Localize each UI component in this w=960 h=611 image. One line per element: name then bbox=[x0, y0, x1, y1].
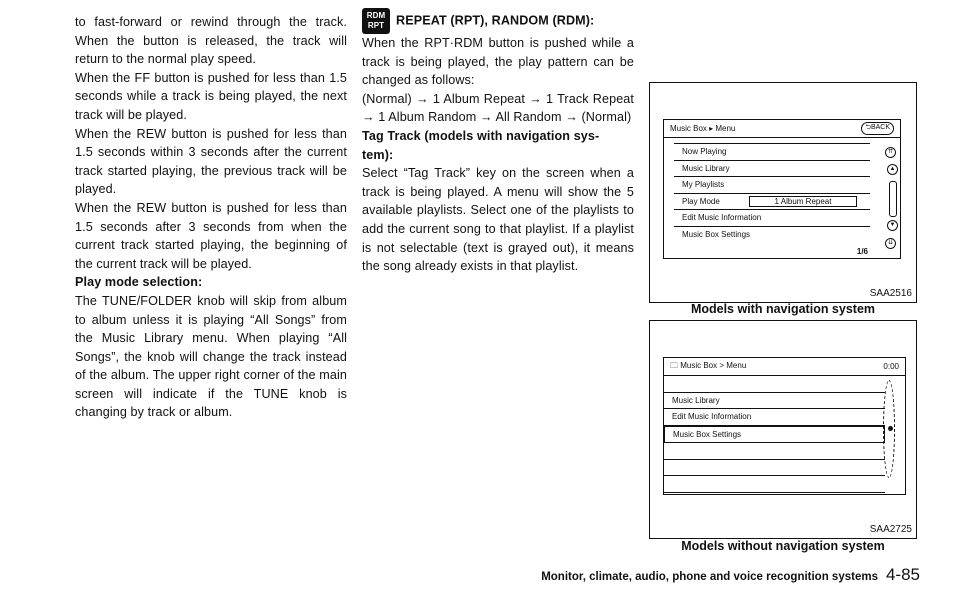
paragraph: When the REW button is pushed for less than 1.5 seconds within 3 seconds after the current track started playing, the previous track will be played. bbox=[75, 126, 347, 197]
menu-item[interactable]: Play Mode 1 Album Repeat bbox=[674, 194, 870, 211]
menu-item[interactable] bbox=[664, 376, 885, 393]
menu-item[interactable]: Now Playing bbox=[674, 144, 870, 161]
time-display: 0:00 bbox=[883, 362, 899, 371]
menu-item[interactable] bbox=[664, 443, 885, 460]
screen-title: 🗀 Music Box > Menu bbox=[670, 360, 747, 370]
menu-item[interactable]: Edit Music Information bbox=[674, 210, 870, 227]
figure-no-nav bbox=[649, 320, 917, 539]
figure-code: SAA2516 bbox=[869, 288, 912, 299]
page-number: 4-85 bbox=[885, 565, 920, 584]
menu-item[interactable]: Edit Music Information bbox=[664, 409, 885, 426]
paragraph: (Normal) → 1 Album Repeat → 1 Track Repeat → 1 Album Random → All Random → (Normal) bbox=[362, 91, 634, 125]
scrollbar[interactable] bbox=[889, 181, 897, 217]
heading: RDM RPT REPEAT (RPT), RANDOM (RDM): bbox=[362, 8, 634, 34]
heading: Play mode selection: bbox=[75, 275, 203, 290]
scroll-down-icon[interactable]: ▼ bbox=[887, 220, 898, 231]
page-footer: Monitor, climate, audio, phone and voice recognition systems 4-85 bbox=[541, 565, 920, 584]
heading: Tag Track (models with navigation sys- tem): bbox=[362, 128, 600, 162]
screen-title: Music Box ▸ Menu bbox=[670, 124, 736, 133]
menu-item[interactable]: Music Box Settings bbox=[682, 229, 751, 239]
menu-item[interactable] bbox=[664, 460, 885, 477]
paragraph: When the FF button is pushed for less than 1.5 seconds while a track is being played, the next track will be played. bbox=[75, 70, 347, 122]
scroll-up-icon[interactable]: ▲ bbox=[887, 164, 898, 175]
menu-item[interactable]: Music Library bbox=[674, 161, 870, 178]
left-column bbox=[75, 13, 347, 422]
figure-caption: Models with navigation system bbox=[690, 302, 876, 316]
rdm-rpt-button-icon: RDM RPT bbox=[362, 8, 390, 34]
screen bbox=[663, 119, 901, 259]
back-button[interactable]: ⮌BACK bbox=[861, 122, 894, 135]
menu-item[interactable] bbox=[664, 476, 885, 493]
paragraph: to fast-forward or rewind through the track. When the button is released, the track will return to the normal play speed. bbox=[75, 15, 347, 67]
scroll-position-dot bbox=[888, 426, 893, 431]
paragraph: The TUNE/FOLDER knob will skip from album to album unless it is playing “All Songs” from the Music Library menu. When playing “All Songs”, the knob will change the track instead of the album. The upper right corner of the main screen will indicate if the TUNE knob is changing by track or album. bbox=[75, 293, 347, 420]
figure-code: SAA2725 bbox=[869, 524, 912, 535]
screen bbox=[663, 357, 906, 495]
page-down-icon[interactable]: ⇊ bbox=[885, 238, 896, 249]
paragraph: When the RPT·RDM button is pushed while a track is being played, the play pattern can be changed as follows: bbox=[362, 36, 634, 88]
middle-column bbox=[362, 8, 634, 276]
menu-item[interactable]: My Playlists bbox=[674, 177, 870, 194]
page-indicator: 1/6 bbox=[856, 247, 868, 256]
paragraph: When the REW button is pushed for less than 1.5 seconds after 3 seconds from when the current track started playing, the beginning of the current track will be played. bbox=[75, 200, 347, 271]
figure-caption: Models without navigation system bbox=[681, 539, 885, 553]
menu-item[interactable]: Music Library bbox=[664, 393, 885, 410]
music-box-icon: 🗀 bbox=[670, 360, 678, 370]
page-up-icon[interactable]: ⇈ bbox=[885, 147, 896, 158]
menu-item-selected[interactable]: Music Box Settings bbox=[664, 426, 885, 444]
figure-nav bbox=[649, 82, 917, 303]
paragraph: Select “Tag Track” key on the screen when a track is being played. A menu will show the 5 available playlists. Select one of the playlists to add the current song to that playlist. If a playlist is not selectable (text is grayed out), it means the song already exists in that playlist. bbox=[362, 166, 634, 274]
